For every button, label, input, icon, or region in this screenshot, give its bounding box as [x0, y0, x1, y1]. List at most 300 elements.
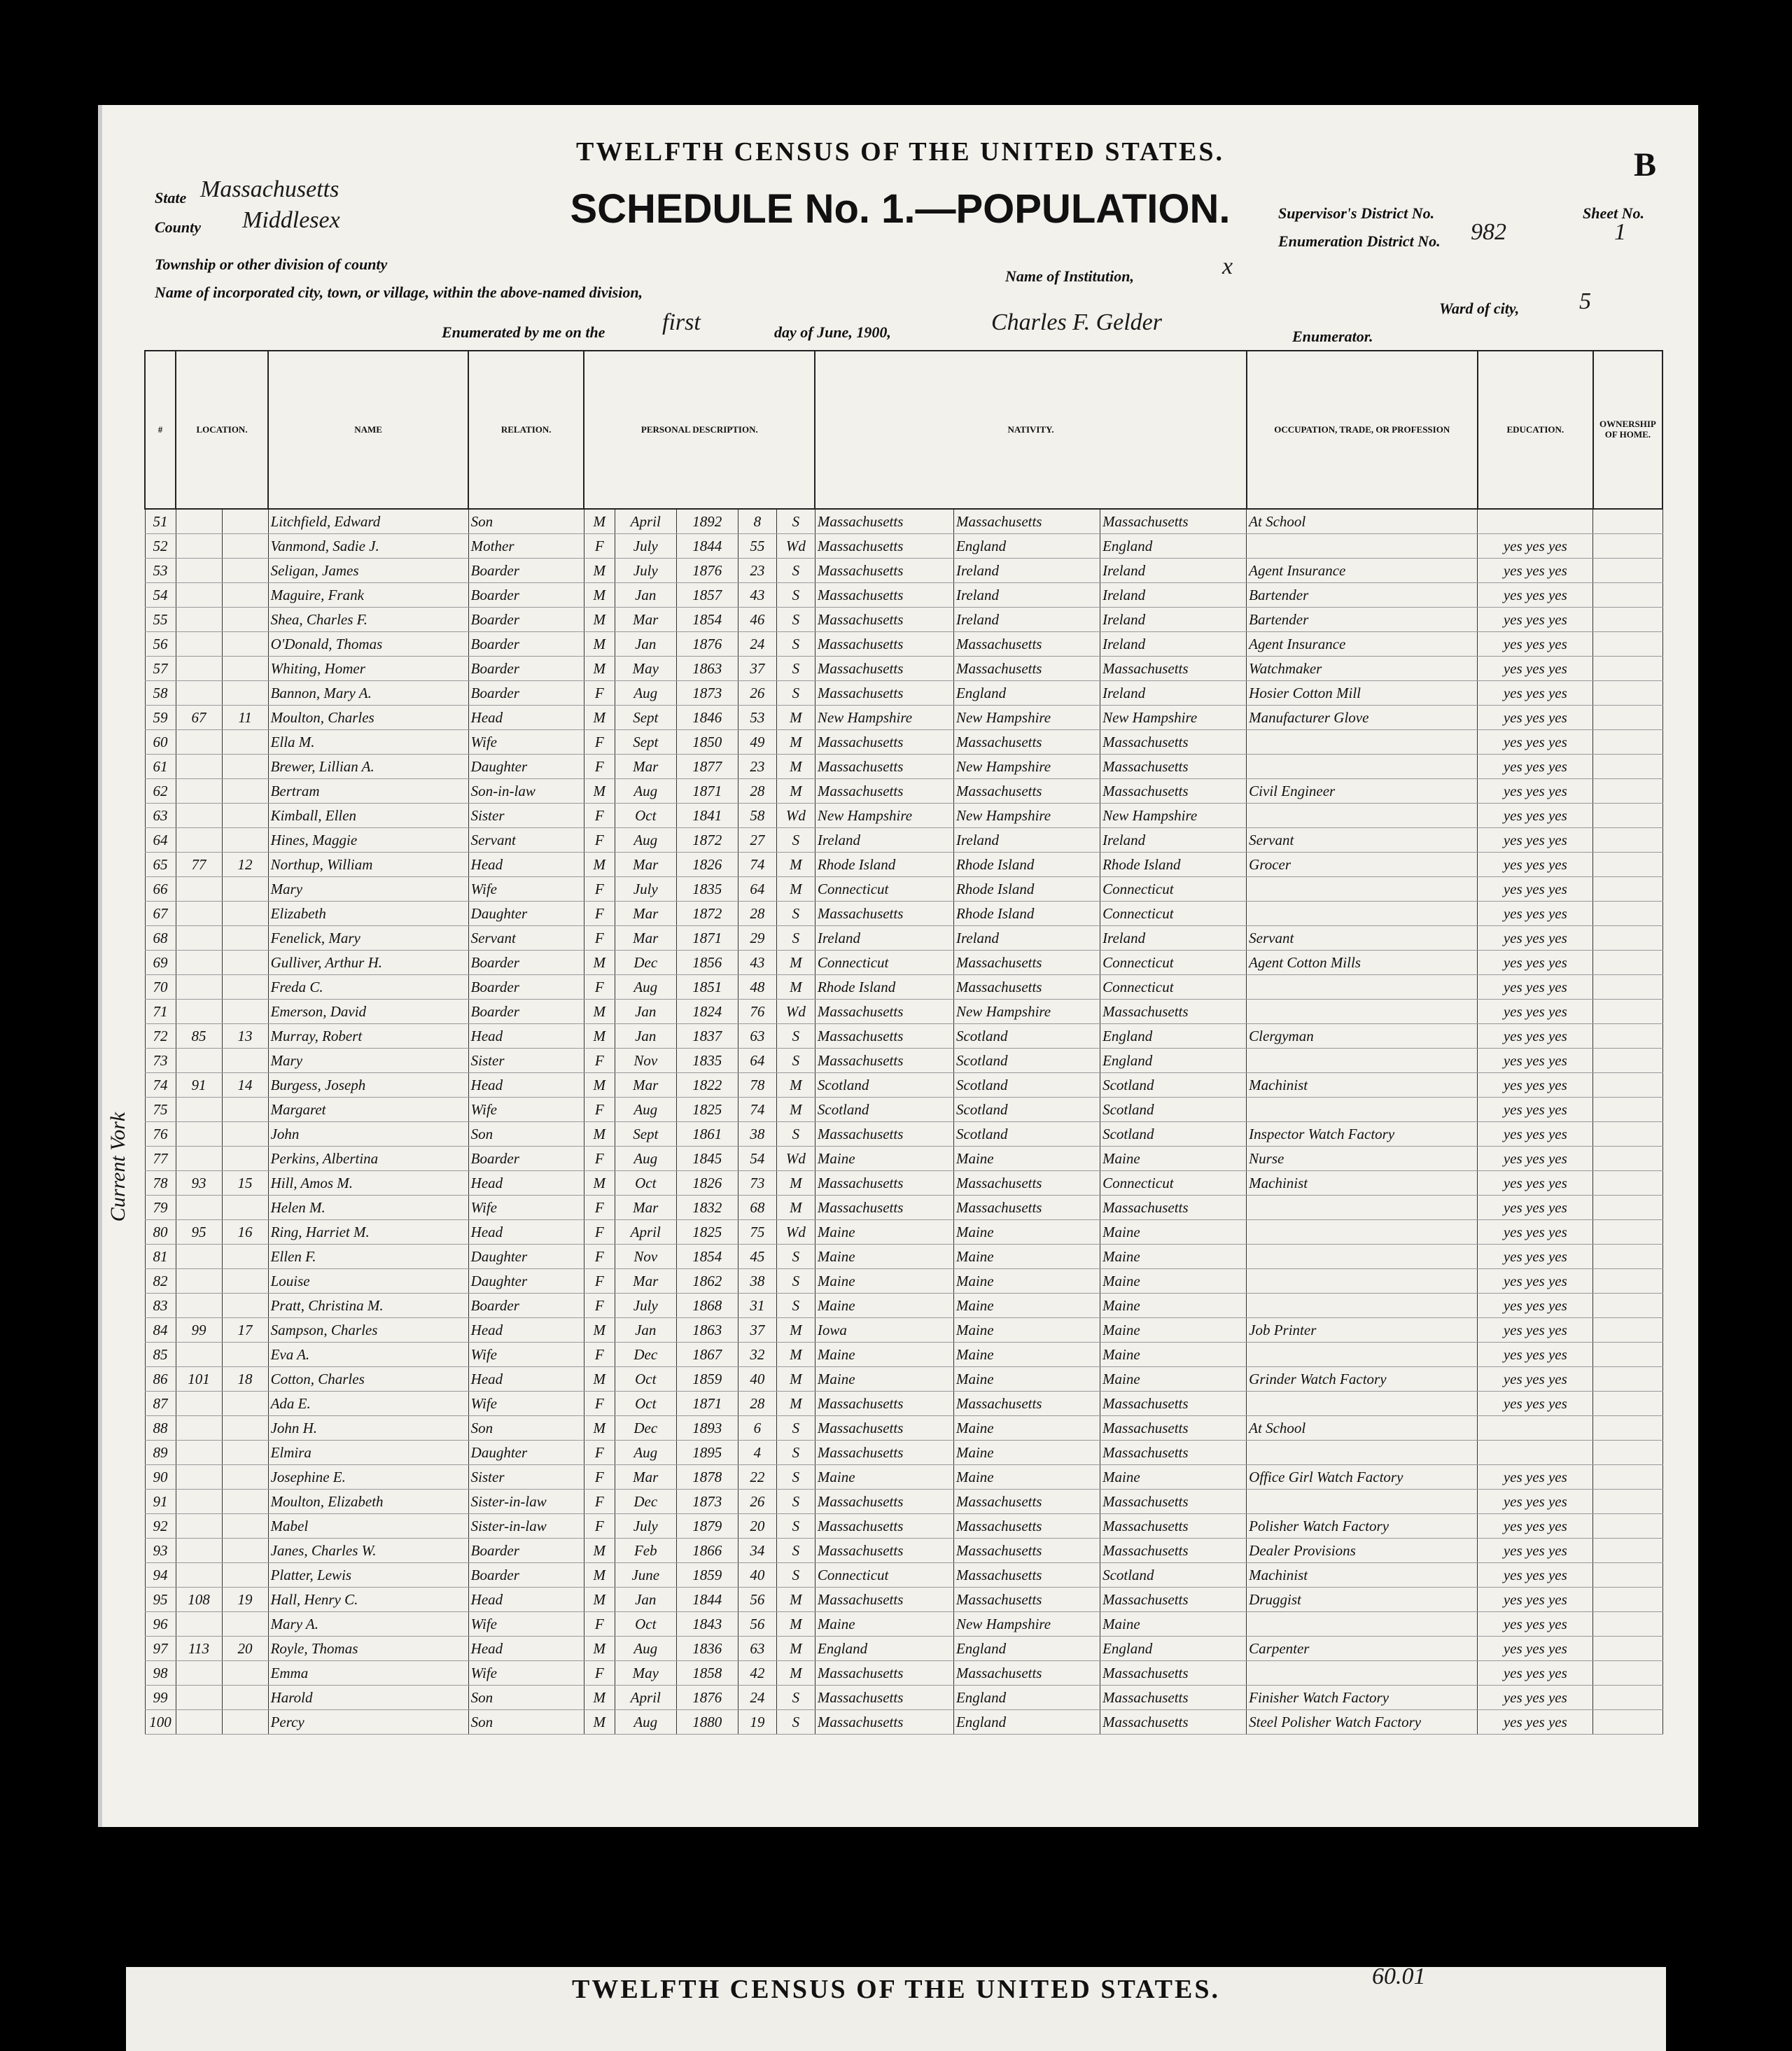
- occupation: Druggist: [1247, 1588, 1478, 1612]
- mother-birthplace: England: [1100, 1637, 1247, 1661]
- house-number: [176, 1098, 222, 1122]
- family-number: [222, 1539, 268, 1563]
- birth-month: Mar: [615, 1073, 676, 1098]
- line-number: 89: [145, 1441, 176, 1465]
- relation: Head: [468, 706, 584, 730]
- relation: Boarder: [468, 975, 584, 1000]
- marital-status: Wd: [776, 1220, 815, 1245]
- relation: Daughter: [468, 1441, 584, 1465]
- occupation: Machinist: [1247, 1073, 1478, 1098]
- mother-birthplace: Connecticut: [1100, 1171, 1247, 1196]
- education: yes yes yes: [1478, 534, 1593, 559]
- table-row: [145, 1441, 1662, 1465]
- person-name: Hill, Amos M.: [268, 1171, 468, 1196]
- age: 75: [738, 1220, 776, 1245]
- line-number: 80: [145, 1220, 176, 1245]
- sex: F: [584, 534, 615, 559]
- table-row: [145, 1612, 1662, 1637]
- mother-birthplace: Maine: [1100, 1220, 1247, 1245]
- father-birthplace: Massachusetts: [953, 509, 1100, 534]
- census-title: TWELFTH CENSUS OF THE UNITED STATES.: [576, 137, 1224, 167]
- person-name: Ellen F.: [268, 1245, 468, 1269]
- table-row: [145, 853, 1662, 877]
- education: yes yes yes: [1478, 559, 1593, 583]
- occupation: [1247, 1000, 1478, 1024]
- age: 68: [738, 1196, 776, 1220]
- house-number: 108: [176, 1588, 222, 1612]
- marital-status: S: [776, 1563, 815, 1588]
- marital-status: M: [776, 1588, 815, 1612]
- mother-birthplace: Massachusetts: [1100, 509, 1247, 534]
- mother-birthplace: Ireland: [1100, 926, 1247, 951]
- birth-year: 1836: [676, 1637, 738, 1661]
- house-number: [176, 509, 222, 534]
- county-value: Middlesex: [242, 207, 340, 233]
- occupation: Servant: [1247, 828, 1478, 853]
- house-number: [176, 632, 222, 657]
- table-row: [145, 509, 1662, 534]
- marital-status: M: [776, 1392, 815, 1416]
- sex: F: [584, 1661, 615, 1686]
- mother-birthplace: England: [1100, 534, 1247, 559]
- education: yes yes yes: [1478, 632, 1593, 657]
- family-number: [222, 632, 268, 657]
- birth-year: 1825: [676, 1098, 738, 1122]
- marital-status: S: [776, 1049, 815, 1073]
- sex: F: [584, 1490, 615, 1514]
- incorporated-label: Name of incorporated city, town, or village, within the above-named division,: [155, 284, 643, 301]
- table-row: [145, 1686, 1662, 1710]
- mother-birthplace: Maine: [1100, 1612, 1247, 1637]
- family-number: 13: [222, 1024, 268, 1049]
- occupation: [1247, 730, 1478, 755]
- marital-status: S: [776, 1269, 815, 1294]
- mother-birthplace: New Hampshire: [1100, 804, 1247, 828]
- ownership: [1593, 1098, 1662, 1122]
- relation: Boarder: [468, 1000, 584, 1024]
- line-number: 72: [145, 1024, 176, 1049]
- relation: Servant: [468, 926, 584, 951]
- marital-status: S: [776, 1024, 815, 1049]
- birth-month: Mar: [615, 755, 676, 779]
- education: yes yes yes: [1478, 1367, 1593, 1392]
- occupation: [1247, 1661, 1478, 1686]
- relation: Daughter: [468, 1269, 584, 1294]
- mother-birthplace: Massachusetts: [1100, 1196, 1247, 1220]
- person-name: Fenelick, Mary: [268, 926, 468, 951]
- father-birthplace: Maine: [953, 1416, 1100, 1441]
- birth-month: July: [615, 877, 676, 902]
- table-row: [145, 1269, 1662, 1294]
- birth-year: 1880: [676, 1710, 738, 1735]
- birth-year: 1877: [676, 755, 738, 779]
- mother-birthplace: Massachusetts: [1100, 1441, 1247, 1465]
- table-row: [145, 902, 1662, 926]
- birthplace: Massachusetts: [815, 1539, 953, 1563]
- person-name: Emerson, David: [268, 1000, 468, 1024]
- house-number: [176, 1147, 222, 1171]
- family-number: [222, 1196, 268, 1220]
- birth-year: 1825: [676, 1220, 738, 1245]
- occupation: Grocer: [1247, 853, 1478, 877]
- table-row: [145, 975, 1662, 1000]
- relation: Daughter: [468, 755, 584, 779]
- marital-status: M: [776, 951, 815, 975]
- family-number: [222, 681, 268, 706]
- mother-birthplace: Massachusetts: [1100, 1490, 1247, 1514]
- birth-month: Sept: [615, 730, 676, 755]
- occupation: Polisher Watch Factory: [1247, 1514, 1478, 1539]
- mother-birthplace: Maine: [1100, 1245, 1247, 1269]
- father-birthplace: Massachusetts: [953, 1490, 1100, 1514]
- mother-birthplace: Maine: [1100, 1147, 1247, 1171]
- birthplace: Massachusetts: [815, 583, 953, 608]
- education: yes yes yes: [1478, 902, 1593, 926]
- birth-month: Oct: [615, 1612, 676, 1637]
- line-number: 99: [145, 1686, 176, 1710]
- person-name: Northup, William: [268, 853, 468, 877]
- ownership: [1593, 1392, 1662, 1416]
- family-number: [222, 1343, 268, 1367]
- table-row: [145, 804, 1662, 828]
- family-number: 17: [222, 1318, 268, 1343]
- line-number: 54: [145, 583, 176, 608]
- house-number: [176, 559, 222, 583]
- father-birthplace: Massachusetts: [953, 1196, 1100, 1220]
- age: 27: [738, 828, 776, 853]
- relation: Boarder: [468, 632, 584, 657]
- birthplace: Massachusetts: [815, 1392, 953, 1416]
- marital-status: S: [776, 828, 815, 853]
- age: 37: [738, 657, 776, 681]
- birth-month: Nov: [615, 1049, 676, 1073]
- ownership: [1593, 1661, 1662, 1686]
- age: 54: [738, 1147, 776, 1171]
- father-birthplace: Ireland: [953, 608, 1100, 632]
- birthplace: Massachusetts: [815, 1122, 953, 1147]
- marital-status: M: [776, 975, 815, 1000]
- family-number: [222, 1563, 268, 1588]
- sex: F: [584, 1392, 615, 1416]
- occupation: Clergyman: [1247, 1024, 1478, 1049]
- birth-year: 1845: [676, 1147, 738, 1171]
- ownership: [1593, 559, 1662, 583]
- family-number: [222, 730, 268, 755]
- occupation: Bartender: [1247, 608, 1478, 632]
- birth-month: Aug: [615, 1637, 676, 1661]
- birth-month: Mar: [615, 902, 676, 926]
- birth-year: 1879: [676, 1514, 738, 1539]
- house-number: 93: [176, 1171, 222, 1196]
- father-birthplace: New Hampshire: [953, 1000, 1100, 1024]
- birth-year: 1854: [676, 1245, 738, 1269]
- father-birthplace: Maine: [953, 1269, 1100, 1294]
- next-census-title: TWELFTH CENSUS OF THE UNITED STATES.: [572, 1975, 1220, 2004]
- ownership: [1593, 975, 1662, 1000]
- father-birthplace: Maine: [953, 1343, 1100, 1367]
- birth-month: Feb: [615, 1539, 676, 1563]
- ownership: [1593, 853, 1662, 877]
- ownership: [1593, 1441, 1662, 1465]
- relation: Boarder: [468, 583, 584, 608]
- person-name: Freda C.: [268, 975, 468, 1000]
- family-number: [222, 1416, 268, 1441]
- age: 64: [738, 877, 776, 902]
- birth-month: Jan: [615, 1000, 676, 1024]
- family-number: [222, 804, 268, 828]
- birth-month: Aug: [615, 681, 676, 706]
- education: yes yes yes: [1478, 1686, 1593, 1710]
- relation: Head: [468, 1318, 584, 1343]
- age: 56: [738, 1612, 776, 1637]
- birthplace: Maine: [815, 1269, 953, 1294]
- age: 28: [738, 779, 776, 804]
- mother-birthplace: Massachusetts: [1100, 755, 1247, 779]
- education: [1478, 1416, 1593, 1441]
- occupation: Watchmaker: [1247, 657, 1478, 681]
- sex: F: [584, 681, 615, 706]
- relation: Sister-in-law: [468, 1490, 584, 1514]
- birth-year: 1844: [676, 1588, 738, 1612]
- marital-status: S: [776, 608, 815, 632]
- birthplace: Massachusetts: [815, 608, 953, 632]
- mother-birthplace: Maine: [1100, 1318, 1247, 1343]
- person-name: Kimball, Ellen: [268, 804, 468, 828]
- occupation: [1247, 1294, 1478, 1318]
- mother-birthplace: Massachusetts: [1100, 1710, 1247, 1735]
- line-number: 62: [145, 779, 176, 804]
- education: yes yes yes: [1478, 1245, 1593, 1269]
- age: 38: [738, 1122, 776, 1147]
- relation: Boarder: [468, 951, 584, 975]
- enumerated-prefix: Enumerated by me on the: [442, 323, 606, 341]
- birthplace: Massachusetts: [815, 779, 953, 804]
- age: 32: [738, 1343, 776, 1367]
- person-name: Percy: [268, 1710, 468, 1735]
- enumerated-day: first: [662, 309, 701, 335]
- sex: M: [584, 1416, 615, 1441]
- father-birthplace: Maine: [953, 1245, 1100, 1269]
- age: 38: [738, 1269, 776, 1294]
- relation: Wife: [468, 1612, 584, 1637]
- margin-note: Current Vork: [106, 1112, 130, 1222]
- birthplace: Maine: [815, 1147, 953, 1171]
- birth-month: Sept: [615, 706, 676, 730]
- relation: Sister-in-law: [468, 1514, 584, 1539]
- institution-label: Name of Institution,: [1005, 267, 1134, 285]
- line-number: 67: [145, 902, 176, 926]
- sex: M: [584, 1686, 615, 1710]
- state-value: Massachusetts: [200, 176, 340, 202]
- birth-year: 1837: [676, 1024, 738, 1049]
- birthplace: New Hampshire: [815, 706, 953, 730]
- sex: M: [584, 1318, 615, 1343]
- birthplace: Scotland: [815, 1073, 953, 1098]
- father-birthplace: Ireland: [953, 828, 1100, 853]
- marital-status: S: [776, 1514, 815, 1539]
- occupation: [1247, 1441, 1478, 1465]
- person-name: Platter, Lewis: [268, 1563, 468, 1588]
- relation: Sister: [468, 1465, 584, 1490]
- person-name: Eva A.: [268, 1343, 468, 1367]
- birthplace: Maine: [815, 1220, 953, 1245]
- mother-birthplace: Connecticut: [1100, 951, 1247, 975]
- birth-month: Mar: [615, 1196, 676, 1220]
- birth-year: 1876: [676, 632, 738, 657]
- birth-month: Jan: [615, 1588, 676, 1612]
- occupation: Office Girl Watch Factory: [1247, 1465, 1478, 1490]
- family-number: [222, 583, 268, 608]
- sex: M: [584, 559, 615, 583]
- mother-birthplace: Maine: [1100, 1269, 1247, 1294]
- family-number: [222, 1049, 268, 1073]
- sex: F: [584, 1245, 615, 1269]
- marital-status: S: [776, 1294, 815, 1318]
- line-number: 76: [145, 1122, 176, 1147]
- marital-status: Wd: [776, 804, 815, 828]
- birth-year: 1871: [676, 926, 738, 951]
- sex: M: [584, 1024, 615, 1049]
- state-label: State: [155, 189, 187, 206]
- ownership: [1593, 1514, 1662, 1539]
- birth-year: 1846: [676, 706, 738, 730]
- birth-month: Oct: [615, 1392, 676, 1416]
- birth-month: April: [615, 1220, 676, 1245]
- sex: M: [584, 608, 615, 632]
- occupation: Agent Insurance: [1247, 559, 1478, 583]
- education: yes yes yes: [1478, 779, 1593, 804]
- ownership: [1593, 828, 1662, 853]
- birthplace: Massachusetts: [815, 657, 953, 681]
- table-row: [145, 534, 1662, 559]
- education: yes yes yes: [1478, 1343, 1593, 1367]
- education: yes yes yes: [1478, 1612, 1593, 1637]
- birth-year: 1857: [676, 583, 738, 608]
- ownership: [1593, 608, 1662, 632]
- enumerator-label: Enumerator.: [1292, 328, 1373, 345]
- family-number: [222, 755, 268, 779]
- occupation: Bartender: [1247, 583, 1478, 608]
- birth-month: Dec: [615, 951, 676, 975]
- person-name: Margaret: [268, 1098, 468, 1122]
- birth-month: Sept: [615, 1122, 676, 1147]
- birth-month: Aug: [615, 1147, 676, 1171]
- ownership: [1593, 509, 1662, 534]
- table-row: [145, 730, 1662, 755]
- occupation: Grinder Watch Factory: [1247, 1367, 1478, 1392]
- table-row: [145, 1294, 1662, 1318]
- age: 76: [738, 1000, 776, 1024]
- line-number: 56: [145, 632, 176, 657]
- person-name: Whiting, Homer: [268, 657, 468, 681]
- table-row: [145, 706, 1662, 730]
- occupation: [1247, 534, 1478, 559]
- family-number: [222, 1441, 268, 1465]
- relation: Daughter: [468, 902, 584, 926]
- family-number: [222, 1686, 268, 1710]
- mother-birthplace: Ireland: [1100, 828, 1247, 853]
- birth-month: Mar: [615, 853, 676, 877]
- marital-status: S: [776, 509, 815, 534]
- house-number: 85: [176, 1024, 222, 1049]
- relation: Son: [468, 1710, 584, 1735]
- birthplace: Massachusetts: [815, 1490, 953, 1514]
- marital-status: M: [776, 1661, 815, 1686]
- line-number: 74: [145, 1073, 176, 1098]
- birthplace: Maine: [815, 1367, 953, 1392]
- age: 58: [738, 804, 776, 828]
- ownership: [1593, 1343, 1662, 1367]
- occupation: Civil Engineer: [1247, 779, 1478, 804]
- marital-status: M: [776, 1073, 815, 1098]
- person-name: Maguire, Frank: [268, 583, 468, 608]
- marital-status: S: [776, 1245, 815, 1269]
- birth-year: 1826: [676, 853, 738, 877]
- education: yes yes yes: [1478, 1024, 1593, 1049]
- family-number: [222, 877, 268, 902]
- education: [1478, 1441, 1593, 1465]
- mother-birthplace: Massachusetts: [1100, 1588, 1247, 1612]
- relation: Head: [468, 1024, 584, 1049]
- father-birthplace: New Hampshire: [953, 1612, 1100, 1637]
- family-number: [222, 608, 268, 632]
- father-birthplace: Scotland: [953, 1073, 1100, 1098]
- birth-year: 1854: [676, 608, 738, 632]
- father-birthplace: Maine: [953, 1367, 1100, 1392]
- person-name: Mary: [268, 877, 468, 902]
- person-name: Murray, Robert: [268, 1024, 468, 1049]
- father-birthplace: Massachusetts: [953, 1661, 1100, 1686]
- relation: Sister: [468, 1049, 584, 1073]
- birth-year: 1859: [676, 1563, 738, 1588]
- line-number: 59: [145, 706, 176, 730]
- table-row: [145, 1171, 1662, 1196]
- birthplace: Maine: [815, 1294, 953, 1318]
- relation: Wife: [468, 877, 584, 902]
- house-number: [176, 1661, 222, 1686]
- person-name: Ella M.: [268, 730, 468, 755]
- marital-status: M: [776, 730, 815, 755]
- age: 31: [738, 1294, 776, 1318]
- birthplace: Massachusetts: [815, 1024, 953, 1049]
- education: yes yes yes: [1478, 657, 1593, 681]
- education: yes yes yes: [1478, 1122, 1593, 1147]
- house-number: 67: [176, 706, 222, 730]
- marital-status: Wd: [776, 1000, 815, 1024]
- birth-year: 1872: [676, 828, 738, 853]
- age: 40: [738, 1367, 776, 1392]
- mother-birthplace: Maine: [1100, 1343, 1247, 1367]
- education: yes yes yes: [1478, 730, 1593, 755]
- sex: M: [584, 657, 615, 681]
- mother-birthplace: Massachusetts: [1100, 1416, 1247, 1441]
- age: 24: [738, 632, 776, 657]
- house-number: 95: [176, 1220, 222, 1245]
- sex: M: [584, 779, 615, 804]
- sex: F: [584, 1343, 615, 1367]
- relation: Daughter: [468, 1245, 584, 1269]
- table-row: [145, 681, 1662, 706]
- occupation: Hosier Cotton Mill: [1247, 681, 1478, 706]
- family-number: 18: [222, 1367, 268, 1392]
- line-number: 81: [145, 1245, 176, 1269]
- col-location: LOCATION.: [176, 351, 268, 509]
- mother-birthplace: Scotland: [1100, 1073, 1247, 1098]
- person-name: Elmira: [268, 1441, 468, 1465]
- father-birthplace: Rhode Island: [953, 853, 1100, 877]
- birth-month: Oct: [615, 1171, 676, 1196]
- birthplace: Connecticut: [815, 951, 953, 975]
